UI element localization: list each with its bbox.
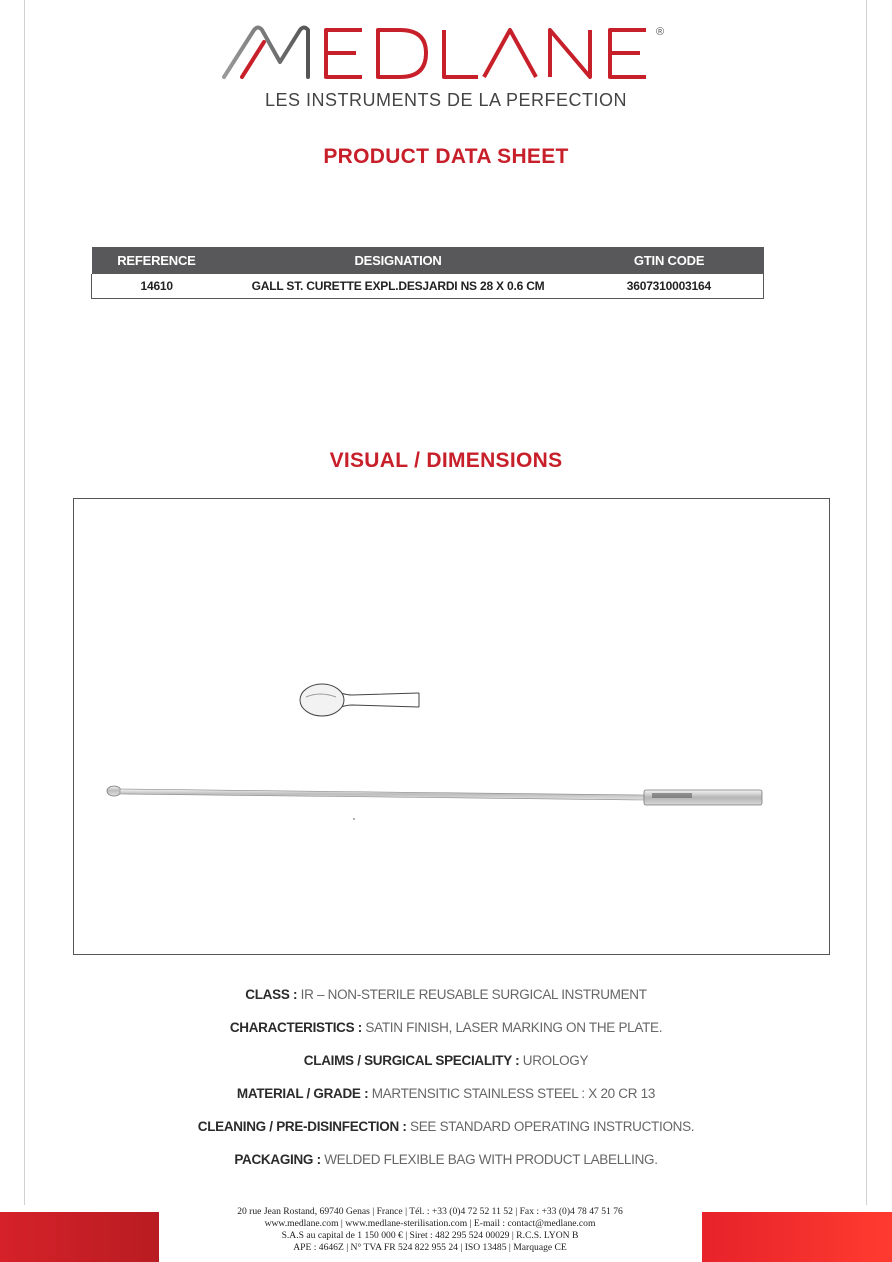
registered-mark: ® — [656, 26, 665, 38]
spec-label: CHARACTERISTICS : — [229, 1020, 362, 1035]
spec-label: CLASS : — [245, 987, 298, 1002]
column-header-designation: DESIGNATION — [221, 247, 574, 274]
footer-registration-line: APE : 4646Z | N° TVA FR 524 822 955 24 | ISO 13485 | Marquage CE — [293, 1242, 567, 1253]
spec-label: PACKAGING : — [234, 1152, 321, 1167]
spec-value: MARTENSITIC STAINLESS STEEL : X 20 CR 13 — [371, 1086, 656, 1101]
spec-label: CLAIMS / SURGICAL SPECIALITY : — [303, 1053, 520, 1068]
spec-value: WELDED FLEXIBLE BAG WITH PRODUCT LABELLING. — [324, 1152, 658, 1167]
instrument-visual-frame — [73, 498, 830, 955]
product-table — [91, 247, 764, 299]
cell-gtin: 3607310003164 — [575, 274, 764, 299]
curette-full-view — [107, 786, 762, 820]
cell-reference: 14610 — [92, 274, 222, 299]
spec-class — [0, 984, 892, 1017]
product-specifications — [0, 984, 892, 1182]
spec-value: SATIN FINISH, LASER MARKING ON THE PLATE. — [365, 1020, 663, 1035]
curette-instrument-illustration — [74, 499, 831, 956]
spec-value: IR – NON-STERILE REUSABLE SURGICAL INSTRUMENT — [300, 987, 647, 1002]
table-row — [92, 274, 764, 299]
spec-label: MATERIAL / GRADE : — [236, 1086, 369, 1101]
footer-red-bar-right — [702, 1212, 892, 1262]
spec-label: CLEANING / PRE-DISINFECTION : — [197, 1119, 407, 1134]
column-header-gtin: GTIN CODE — [575, 247, 764, 274]
spec-value: SEE STANDARD OPERATING INSTRUCTIONS. — [410, 1119, 695, 1134]
brand-tagline: LES INSTRUMENTS DE LA PERFECTION — [264, 90, 628, 110]
company-footer — [160, 1206, 700, 1254]
footer-address-line: 20 rue Jean Rostand, 69740 Genas | France | Tél. : +33 (0)4 72 52 11 52 | Fax : +33 (0)4 78 47 51 76 — [237, 1206, 623, 1217]
column-header-reference: REFERENCE — [92, 247, 222, 274]
table-header-row — [92, 247, 764, 274]
spec-packaging — [0, 1149, 892, 1182]
visual-dimensions-title: VISUAL / DIMENSIONS — [329, 449, 563, 472]
footer-web-line: www.medlane.com | www.medlane-sterilisation.com | E-mail : contact@medlane.com — [264, 1218, 596, 1229]
curette-tip-detail — [300, 684, 419, 716]
spec-cleaning — [0, 1116, 892, 1149]
spec-material — [0, 1083, 892, 1116]
product-data-sheet-title: PRODUCT DATA SHEET — [323, 145, 569, 168]
spec-value: UROLOGY — [522, 1053, 589, 1068]
spec-characteristics — [0, 1017, 892, 1050]
spec-surgical-speciality — [0, 1050, 892, 1083]
footer-legal-line: S.A.S au capital de 1 150 000 € | Siret : 482 295 524 00029 | R.C.S. LYON B — [281, 1230, 579, 1241]
cell-designation: GALL ST. CURETTE EXPL.DESJARDI NS 28 X 0.6 CM — [221, 274, 574, 299]
footer-red-bar-left — [0, 1212, 159, 1262]
